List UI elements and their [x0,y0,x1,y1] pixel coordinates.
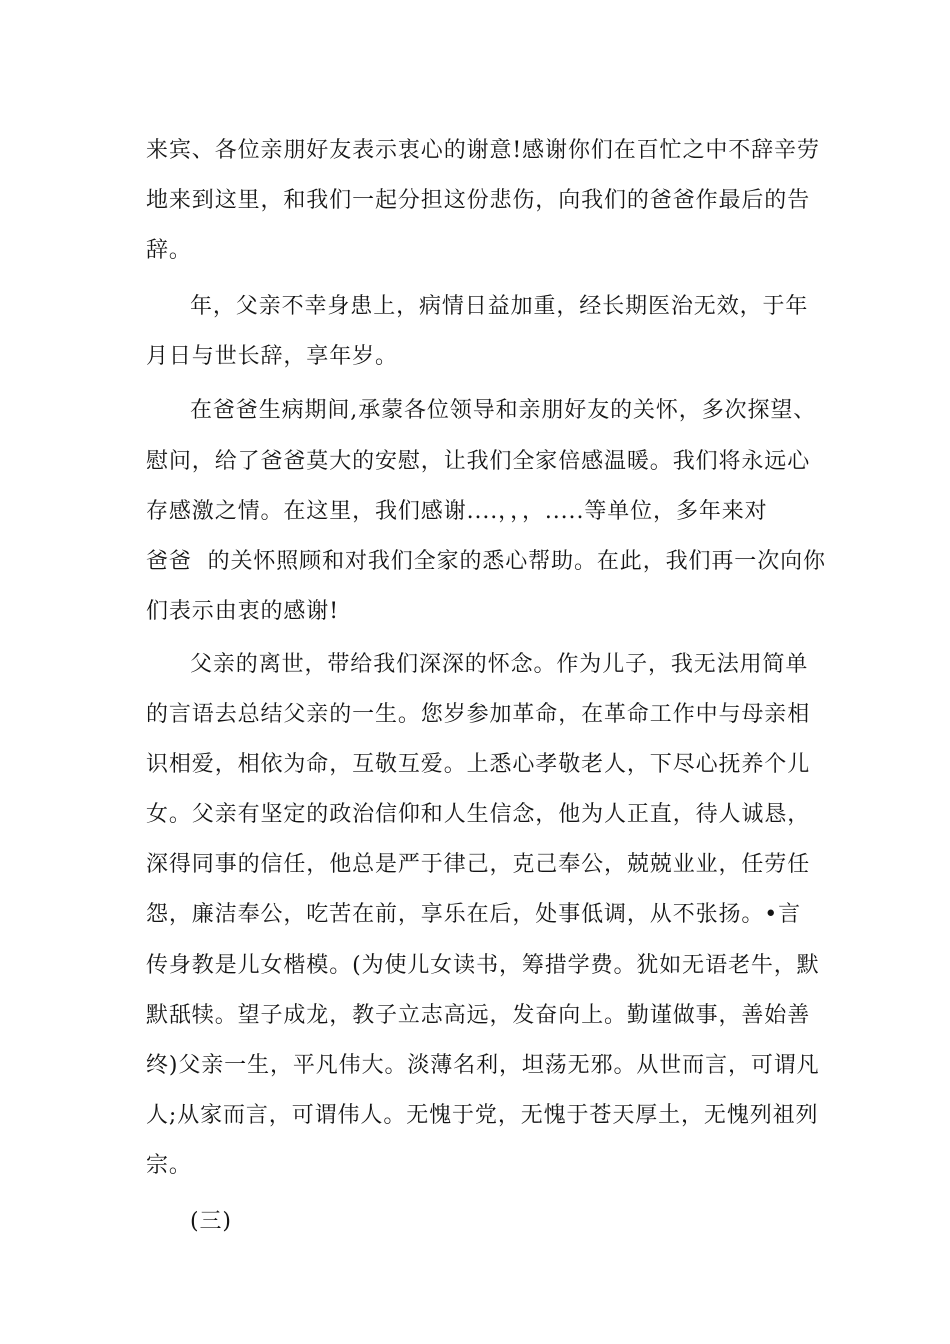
text-line: 父亲的离世，带给我们深深的怀念。作为儿子，我无法用简单 [190,652,809,677]
text-line: 女。父亲有坚定的政治信仰和人生信念，他为人正直，待人诚恳， [146,802,811,827]
text-line: 慰问，给了爸爸莫大的安慰，让我们全家倍感温暖。我们将永远心 [146,449,811,474]
text-line: 地来到这里，和我们一起分担这份悲伤，向我们的爸爸作最后的告 [146,188,811,213]
text-line: 来宾、各位亲朋好友表示衷心的谢意!感谢你们在百忙之中不辞辛劳 [146,138,820,163]
text-line: 怨，廉洁奉公，吃苦在前，享乐在后，处事低调，从不张扬。•言 [146,902,802,927]
text-line: 存感激之情。在这里，我们感谢....，，，.....等单位，多年来对 [146,499,768,524]
text-line: 宗。 [146,1153,192,1178]
text-line: 在爸爸生病期间,承蒙各位领导和亲朋好友的关怀，多次探望、 [190,398,817,423]
section-heading: (三) [190,1209,232,1234]
text-line: 识相爱，相依为命，互敬互爱。上悉心孝敬老人，下尽心抚养个儿 [146,752,811,777]
text-line: 传身教是儿女楷模。(为使儿女读书，筹措学费。犹如无语老牛，默 [146,953,820,978]
text-line: 月日与世长辞，享年岁。 [146,344,398,369]
text-line: 爸爸 的关怀照顾和对我们全家的悉心帮助。在此，我们再一次向你 [146,549,826,574]
text-line: 年，父亲不幸身患上，病情日益加重，经长期医治无效，于年 [190,294,809,319]
text-line: 的言语去总结父亲的一生。您岁参加革命，在革命工作中与母亲相 [146,702,811,727]
text-line: 默舐犊。望子成龙，教子立志高远，发奋向上。勤谨做事，善始善 [146,1003,811,1028]
text-line: 深得同事的信任，他总是严于律己，克己奉公，兢兢业业，任劳任 [146,852,811,877]
text-line: 人;从家而言，可谓伟人。无愧于党，无愧于苍天厚土，无愧列祖列 [146,1103,819,1128]
text-line: 终)父亲一生，平凡伟大。淡薄名利，坦荡无邪。从世而言，可谓凡 [146,1053,820,1078]
text-line: 们表示由衷的感谢! [146,599,339,624]
text-line: 辞。 [146,238,192,263]
